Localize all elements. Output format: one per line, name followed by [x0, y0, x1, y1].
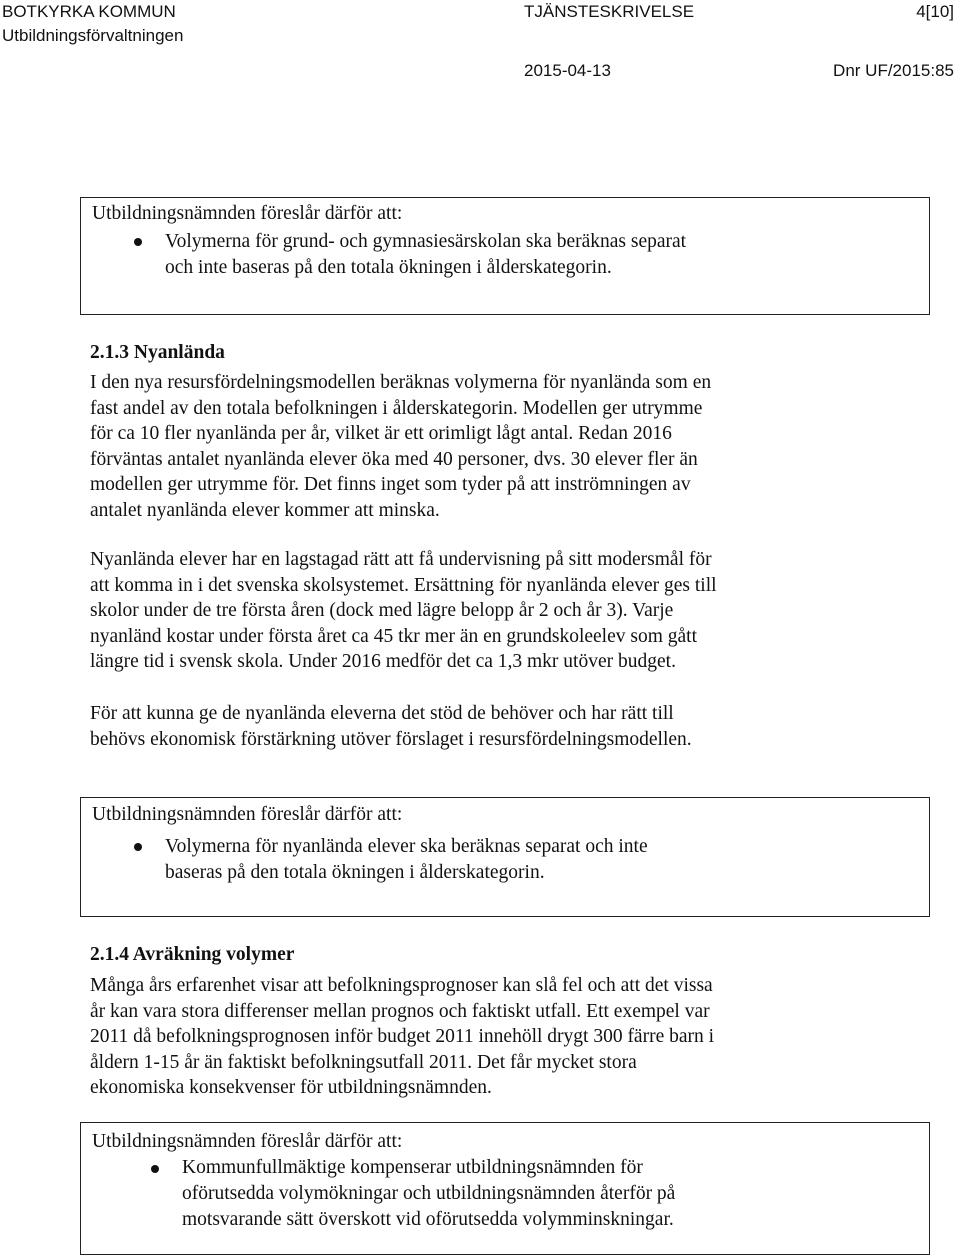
document-type: TJÄNSTESKRIVELSE	[524, 2, 695, 21]
section-heading: 2.1.3 Nyanlända	[90, 342, 225, 363]
paragraph-line: år kan vara stora differenser mellan prognos och faktiskt utfall. Ett exempel var	[90, 1000, 710, 1022]
proposal-box-title: Utbildningsnämnden föreslår därför att:	[92, 203, 403, 224]
section-heading: 2.1.4 Avräkning volymer	[90, 944, 295, 965]
paragraph-line: åldern 1-15 år än faktiskt befolkningsutfall 2011. Det får mycket stora	[90, 1051, 637, 1073]
bullet-text-line: oförutsedda volymökningar och utbildningsnämnden återför på	[182, 1183, 676, 1204]
bullet-text-line: motsvarande sätt överskott vid oförutsedda volymminskningar.	[182, 1209, 674, 1230]
paragraph	[90, 701, 850, 752]
bullet-icon	[134, 843, 142, 851]
proposal-box-2	[80, 797, 930, 917]
paragraph-line: förväntas antalet nyanlända elever öka med 40 personer, dvs. 30 elever fler än	[90, 448, 698, 470]
bullet-text-line: Volymerna för nyanlända elever ska beräknas separat och inte	[165, 836, 648, 857]
paragraph-line: För att kunna ge de nyanlända eleverna det stöd de behöver och har rätt till	[90, 703, 674, 724]
department-name: Utbildningsförvaltningen	[2, 26, 184, 45]
paragraph	[90, 973, 850, 1101]
bullet-text-line: baseras på den totala ökningen i ålderskategorin.	[165, 862, 545, 883]
proposal-box-title: Utbildningsnämnden föreslår därför att:	[92, 804, 403, 825]
document-date: 2015-04-13	[524, 61, 611, 80]
proposal-box-3	[80, 1122, 930, 1255]
paragraph-line: ekonomiska konsekvenser för utbildningsnämnden.	[90, 1077, 492, 1099]
paragraph-line: skolor under de tre första åren (dock med lägre belopp år 2 och år 3). Varje	[90, 600, 674, 622]
bullet-icon	[134, 238, 142, 246]
paragraph-line: fast andel av den totala befolkningen i ålderskategorin. Modellen ger utrymme	[90, 397, 703, 419]
paragraph-line: att komma in i det svenska skolsystemet. Ersättning för nyanlända elever ges till	[90, 574, 717, 596]
paragraph-line: för ca 10 fler nyanlända per år, vilket är ett orimligt lågt antal. Redan 2016	[90, 423, 672, 445]
paragraph-line: Många års erfarenhet visar att befolkningsprognoser kan slå fel och att det vissa	[90, 975, 713, 996]
bullet-text-line: Volymerna för grund- och gymnasiesärskolan ska beräknas separat	[165, 231, 687, 252]
paragraph-line: 2011 då befolkningsprognosen inför budget 2011 innehöll drygt 300 färre barn i	[90, 1026, 715, 1048]
paragraph-line: Nyanlända elever har en lagstagad rätt att få undervisning på sitt modersmål för	[90, 549, 712, 570]
paragraph-line: modellen ger utrymme för. Det finns inget som tyder på att inströmningen av	[90, 474, 691, 496]
paragraph	[90, 547, 850, 675]
paragraph-line: behövs ekonomisk förstärkning utöver förslaget i resursfördelningsmodellen.	[90, 728, 692, 750]
bullet-icon	[151, 1165, 159, 1173]
paragraph-line: I den nya resursfördelningsmodellen beräknas volymerna för nyanlända som en	[90, 372, 712, 393]
paragraph-line: nyanländ kostar under första året ca 45 tkr mer än en grundskoleelev som gått	[90, 625, 698, 647]
document-dnr: Dnr UF/2015:85	[833, 61, 954, 80]
org-name: BOTKYRKA KOMMUN	[2, 2, 176, 21]
bullet-text-line: Kommunfullmäktige kompenserar utbildningsnämnden för	[182, 1157, 643, 1178]
bullet-text-line: och inte baseras på den totala ökningen i ålderskategorin.	[165, 257, 612, 278]
page-number: 4[10]	[916, 2, 954, 21]
paragraph	[90, 370, 850, 524]
proposal-box-1	[80, 197, 930, 315]
paragraph-line: antalet nyanlända elever kommer att minska.	[90, 499, 440, 521]
proposal-box-title: Utbildningsnämnden föreslår därför att:	[92, 1131, 403, 1152]
paragraph-line: längre tid i svensk skola. Under 2016 medför det ca 1,3 mkr utöver budget.	[90, 651, 676, 673]
